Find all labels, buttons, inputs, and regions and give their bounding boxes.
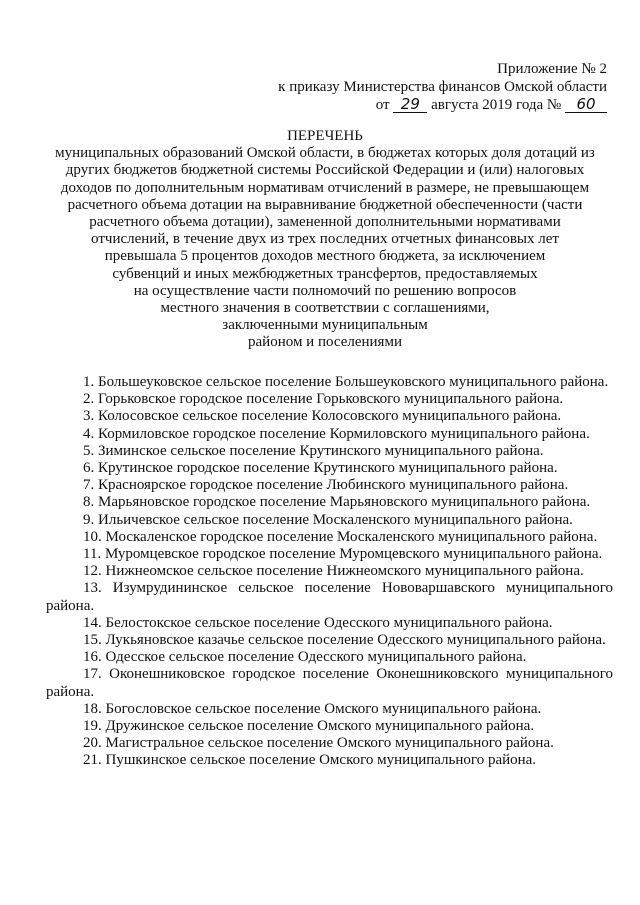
municipality-list (46, 374, 613, 770)
list-item: 3. Колосовское сельское поселение Колосовского муниципального района. (83, 408, 562, 425)
title-line: превышала 5 процентов доходов местного бюджета, за исключением (104, 248, 546, 265)
list-item: 8. Марьяновское городское поселение Марьяновского муниципального района. (83, 494, 591, 511)
list-item: 20. Магистральное сельское поселение Омского муниципального района. (83, 735, 554, 752)
list-item: 16. Одесское сельское поселение Одесского муниципального района. (83, 649, 527, 666)
list-item: 13. Изумрудининское сельское поселение Нововаршавского муниципального района. (46, 580, 613, 614)
list-item: 14. Белостокское сельское поселение Одесского муниципального района. (83, 614, 553, 631)
date-middle: августа 2019 года № (431, 97, 562, 113)
title-line: других бюджетов бюджетной системы Российской Федерации и (или) налоговых (65, 162, 585, 179)
title-line: заключенными муниципальным (222, 317, 428, 334)
list-item: 17. Оконешниковское городское поселение Оконешниковского муниципального района. (46, 666, 613, 700)
list-item: 6. Крутинское городское поселение Крутинского муниципального района. (83, 460, 558, 477)
list-item: 5. Зиминское сельское поселение Крутинского муниципального района. (83, 442, 544, 459)
date-prefix: от (375, 97, 390, 113)
handwritten-order-number: 60 (565, 96, 607, 113)
list-item: 7. Красноярское городское поселение Любинского муниципального района. (83, 477, 569, 494)
title-line: на осуществление части полномочий по решению вопросов (133, 282, 517, 299)
title-heading: ПЕРЕЧЕНЬ (287, 128, 363, 144)
title-line: муниципальных образований Омской области, в бюджетах которых доля дотаций из (55, 145, 595, 162)
title-line: субвенций и иных межбюджетных трансфертов, предоставляемых (112, 265, 538, 282)
list-item: 15. Лукьяновское казачье сельское поселение Одесского муниципального района. (83, 632, 606, 649)
list-item: 21. Пушкинское сельское поселение Омского муниципального района. (83, 752, 537, 769)
title-line: отчислений, в течение двух из трех последних отчетных финансовых лет (91, 231, 559, 248)
appendix-header (278, 60, 607, 114)
list-item: 18. Богословское сельское поселение Омского муниципального района. (83, 700, 542, 717)
list-item: 19. Дружинское сельское поселение Омского муниципального района. (83, 718, 535, 735)
list-item: 11. Муромцевское городское поселение Муромцевского муниципального района. (83, 546, 603, 563)
list-item: 4. Кормиловское городское поселение Кормиловского муниципального района. (83, 425, 590, 442)
list-item: 10. Москаленское городское поселение Москаленского муниципального района. (83, 528, 598, 545)
handwritten-day: 29 (393, 96, 427, 113)
order-reference: к приказу Министерства финансов Омской области (278, 79, 607, 95)
list-item: 2. Горьковское городское поселение Горьковского муниципального района. (83, 391, 564, 408)
list-item: 12. Нижнеомское сельское поселение Нижнеомского муниципального района. (83, 563, 584, 580)
document-title (45, 128, 605, 352)
title-line: местного значения в соответствии с соглашениями, (160, 300, 490, 317)
title-line: доходов по дополнительным нормативам отчислений в размере, не превышающем (60, 179, 590, 196)
title-line: расчетного объема дотации на выравнивание бюджетной обеспеченности (части (67, 196, 583, 213)
title-line: расчетного объема дотации), замененной дополнительными нормативами (89, 214, 561, 231)
order-date-line (278, 96, 607, 114)
list-item: 9. Ильичевское сельское поселение Москаленского муниципального района. (83, 511, 573, 528)
list-item: 1. Большеуковское сельское поселение Большеуковского муниципального района. (83, 374, 609, 390)
title-line: районом и поселениями (248, 334, 402, 351)
appendix-number: Приложение № 2 (497, 61, 607, 77)
